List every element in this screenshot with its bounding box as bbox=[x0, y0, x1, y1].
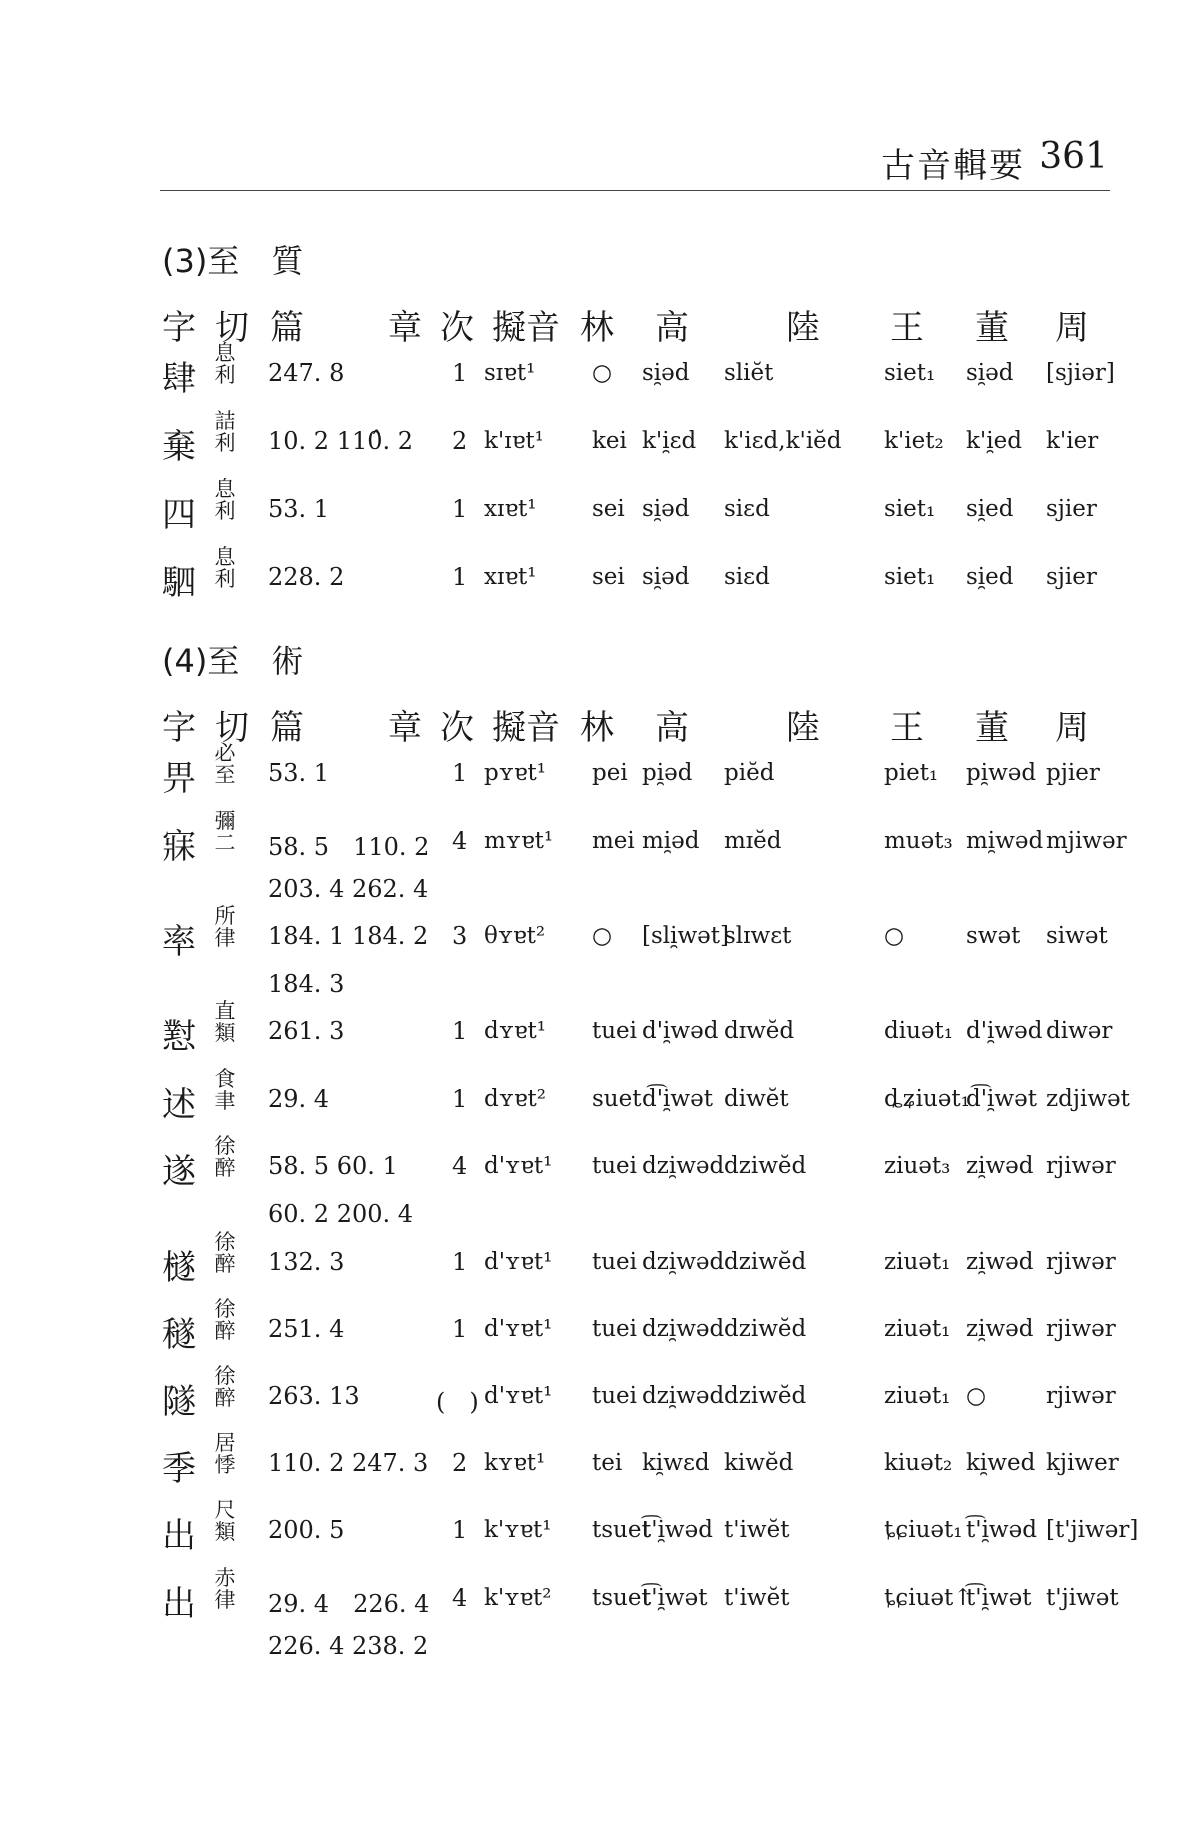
reconstruction-wang: ○ bbox=[884, 923, 905, 949]
column-header: 章 bbox=[388, 308, 422, 348]
head-character: 畀 bbox=[162, 759, 196, 799]
reconstruction-zhou: rjiwər bbox=[1046, 1249, 1116, 1275]
reconstruction-zhou: kjiwer bbox=[1046, 1450, 1119, 1476]
fanqie-lower: 利 bbox=[214, 499, 236, 523]
reconstruction-proposed: sɪɐt¹ bbox=[484, 360, 536, 386]
reconstruction-lin: sei bbox=[592, 496, 625, 522]
head-character: 寐 bbox=[162, 827, 196, 867]
fanqie-upper: 息 bbox=[214, 341, 236, 365]
pian-reference: 247. 8 bbox=[268, 359, 345, 387]
reconstruction-zhou: t'jiwət bbox=[1046, 1585, 1119, 1611]
ci-count: 1 bbox=[452, 563, 468, 591]
reconstruction-lin: tuei bbox=[592, 1383, 638, 1409]
ci-count: 1 bbox=[452, 495, 468, 523]
reconstruction-zhou: sjier bbox=[1046, 564, 1097, 590]
column-header: 篇 bbox=[270, 708, 304, 748]
section-number: (4) bbox=[162, 642, 208, 680]
reconstruction-zhou: [t'jiwər] bbox=[1046, 1517, 1139, 1543]
reconstruction-gao: ki̯wɛd bbox=[642, 1450, 710, 1476]
reconstruction-dong: zi̯wəd bbox=[966, 1316, 1034, 1342]
pian-reference: 10. 2 110̂. 2 bbox=[268, 427, 414, 455]
reconstruction-proposed: d'ʏɐt¹ bbox=[484, 1153, 553, 1179]
pian-reference: 228. 2 bbox=[268, 563, 345, 591]
column-header: 次 bbox=[440, 708, 474, 748]
reconstruction-gao: dzi̯wəd bbox=[642, 1153, 725, 1179]
reconstruction-lu: k'iɛd,k'iĕd bbox=[724, 428, 842, 454]
reconstruction-proposed: pʏɐt¹ bbox=[484, 760, 546, 786]
reconstruction-lin: tuei bbox=[592, 1018, 638, 1044]
head-character: 出 bbox=[162, 1516, 196, 1556]
fanqie-upper: 徐 bbox=[214, 1230, 236, 1254]
head-character: 肆 bbox=[162, 359, 196, 399]
reconstruction-proposed: θʏɐt² bbox=[484, 923, 546, 949]
column-header: 周 bbox=[1055, 308, 1089, 348]
column-header: 篇 bbox=[270, 308, 304, 348]
reconstruction-dong: si̯əd bbox=[966, 360, 1014, 386]
head-character: 季 bbox=[162, 1449, 196, 1489]
reconstruction-dong: zi̯wəd bbox=[966, 1153, 1034, 1179]
fanqie-upper: 所 bbox=[214, 904, 236, 928]
fanqie-upper: 必 bbox=[214, 741, 236, 765]
reconstruction-lu: siɛd bbox=[724, 564, 770, 590]
ci-count: 4 bbox=[452, 827, 468, 855]
reconstruction-zhou: mjiwər bbox=[1046, 828, 1127, 854]
reconstruction-gao: mi̯əd bbox=[642, 828, 700, 854]
head-character: 隧 bbox=[162, 1382, 196, 1422]
reconstruction-proposed: dʏɐt¹ bbox=[484, 1018, 546, 1044]
column-header: 林 bbox=[580, 708, 614, 748]
reconstruction-zhou: rjiwər bbox=[1046, 1316, 1116, 1342]
fanqie-upper: 直 bbox=[214, 999, 236, 1023]
ci-count: 1 bbox=[452, 1017, 468, 1045]
fanqie-lower: 利 bbox=[214, 431, 236, 455]
column-header: 王 bbox=[890, 708, 924, 748]
reconstruction-dong: k'i̯ed bbox=[966, 428, 1022, 454]
reconstruction-wang: muət₃ bbox=[884, 828, 953, 854]
fanqie-upper: 食 bbox=[214, 1067, 236, 1091]
reconstruction-wang: kiuət₂ bbox=[884, 1450, 953, 1476]
column-header: 董 bbox=[975, 708, 1009, 748]
reconstruction-lu: dɪwĕd bbox=[724, 1018, 795, 1044]
reconstruction-lu: mɪĕd bbox=[724, 828, 782, 854]
reconstruction-lin: sei bbox=[592, 564, 625, 590]
column-header: 董 bbox=[975, 308, 1009, 348]
reconstruction-proposed: mʏɐt¹ bbox=[484, 828, 554, 854]
column-header: 擬音 bbox=[492, 308, 560, 348]
fanqie-lower: 醉 bbox=[214, 1252, 236, 1276]
fanqie-lower: 聿 bbox=[214, 1089, 236, 1113]
fanqie-lower: 利 bbox=[214, 363, 236, 387]
reconstruction-gao: dzi̯wəd bbox=[642, 1249, 725, 1275]
pian-reference: 132. 3 bbox=[268, 1248, 345, 1276]
pian-reference: 29. 4 bbox=[268, 1085, 330, 1113]
reconstruction-zhou: rjiwər bbox=[1046, 1153, 1116, 1179]
reconstruction-wang: ȡʑiuət₁ bbox=[884, 1086, 970, 1112]
section-number: (3) bbox=[162, 242, 208, 280]
reconstruction-lin: ○ bbox=[592, 360, 613, 386]
page-number: 361 bbox=[1039, 136, 1108, 177]
reconstruction-lu: t'iwĕt bbox=[724, 1585, 790, 1611]
head-character: 懟 bbox=[162, 1017, 196, 1057]
fanqie-upper: 息 bbox=[214, 545, 236, 569]
section-title bbox=[162, 236, 303, 282]
reconstruction-lu: t'iwĕt bbox=[724, 1517, 790, 1543]
reconstruction-wang: siet₁ bbox=[884, 360, 936, 386]
ci-count: 1 bbox=[452, 1516, 468, 1544]
column-header: 陸 bbox=[786, 708, 820, 748]
fanqie-lower: 律 bbox=[214, 1588, 236, 1612]
fanqie-upper: 徐 bbox=[214, 1364, 236, 1388]
column-header: 周 bbox=[1055, 708, 1089, 748]
fanqie-upper: 息 bbox=[214, 477, 236, 501]
reconstruction-lu: sliĕt bbox=[724, 360, 774, 386]
column-header: 高 bbox=[655, 708, 689, 748]
ci-count: 1 bbox=[452, 1248, 468, 1276]
ci-count: 1 bbox=[452, 1315, 468, 1343]
pian-reference: 110. 2 247. 3 bbox=[268, 1449, 429, 1477]
reconstruction-lu: piĕd bbox=[724, 760, 775, 786]
column-header: 高 bbox=[655, 308, 689, 348]
reconstruction-lin: tuei bbox=[592, 1153, 638, 1179]
reconstruction-proposed: d'ʏɐt¹ bbox=[484, 1316, 553, 1342]
reconstruction-lin: ○ bbox=[592, 923, 613, 949]
reconstruction-lin: tsuet bbox=[592, 1517, 651, 1543]
head-character: 棄 bbox=[162, 427, 196, 467]
fanqie-upper: 徐 bbox=[214, 1297, 236, 1321]
ci-count: 4 bbox=[452, 1584, 468, 1612]
pian-reference-continued: 184. 3 bbox=[268, 970, 345, 998]
pian-reference-continued: 60. 2 200. 4 bbox=[268, 1200, 414, 1228]
reconstruction-lin: mei bbox=[592, 828, 635, 854]
reconstruction-lu: dziwĕd bbox=[724, 1153, 807, 1179]
fanqie-upper: 尺 bbox=[214, 1498, 236, 1522]
reconstruction-wang: ziuət₁ bbox=[884, 1316, 951, 1342]
reconstruction-gao: si̯əd bbox=[642, 496, 690, 522]
reconstruction-gao: si̯əd bbox=[642, 360, 690, 386]
pian-reference: 58. 5 110. 2 bbox=[268, 833, 430, 861]
fanqie-lower: 醉 bbox=[214, 1319, 236, 1343]
reconstruction-zhou: diwər bbox=[1046, 1018, 1113, 1044]
reconstruction-wang: ȶɕiuət↑ bbox=[884, 1585, 973, 1611]
reconstruction-proposed: d'ʏɐt¹ bbox=[484, 1383, 553, 1409]
reconstruction-lu: slɪwɛt bbox=[724, 923, 792, 949]
pian-reference: 58. 5 60. 1 bbox=[268, 1152, 398, 1180]
head-character: 出 bbox=[162, 1584, 196, 1624]
fanqie-upper: 徐 bbox=[214, 1134, 236, 1158]
pian-reference: 53. 1 bbox=[268, 495, 330, 523]
reconstruction-proposed: xɪɐt¹ bbox=[484, 564, 537, 590]
pian-reference-continued: 226. 4 238. 2 bbox=[268, 1632, 429, 1660]
reconstruction-dong: ki̯wed bbox=[966, 1450, 1036, 1476]
reconstruction-dong: zi̯wəd bbox=[966, 1249, 1034, 1275]
reconstruction-dong: t͡'i̯wət bbox=[966, 1585, 1032, 1611]
reconstruction-gao: dzi̯wəd bbox=[642, 1383, 725, 1409]
head-character: 穟 bbox=[162, 1315, 196, 1355]
reconstruction-gao: pi̯əd bbox=[642, 760, 693, 786]
pian-reference: 29. 4 226. 4 bbox=[268, 1590, 430, 1618]
ci-count: 1 bbox=[452, 1085, 468, 1113]
reconstruction-zhou: siwət bbox=[1046, 923, 1108, 949]
fanqie-lower: 醉 bbox=[214, 1156, 236, 1180]
head-character: 駟 bbox=[162, 563, 196, 603]
fanqie-lower: 利 bbox=[214, 567, 236, 591]
header-rule bbox=[160, 190, 1110, 191]
head-character: 述 bbox=[162, 1085, 196, 1125]
reconstruction-wang: k'iet₂ bbox=[884, 428, 944, 454]
ci-count: 2 bbox=[452, 1449, 468, 1477]
reconstruction-dong: si̯ed bbox=[966, 564, 1014, 590]
reconstruction-lin: tei bbox=[592, 1450, 623, 1476]
reconstruction-lin: pei bbox=[592, 760, 628, 786]
fanqie-lower: 律 bbox=[214, 926, 236, 950]
reconstruction-zhou: zdjiwət bbox=[1046, 1086, 1130, 1112]
fanqie-upper: 赤 bbox=[214, 1566, 236, 1590]
reconstruction-lin: tsuet bbox=[592, 1585, 651, 1611]
reconstruction-proposed: xɪɐt¹ bbox=[484, 496, 537, 522]
section-title bbox=[162, 636, 303, 682]
reconstruction-lu: dziwĕd bbox=[724, 1383, 807, 1409]
reconstruction-lu: dziwĕd bbox=[724, 1249, 807, 1275]
reconstruction-gao: d'i̯wəd bbox=[642, 1018, 719, 1044]
reconstruction-gao: [sli̯wət] bbox=[642, 923, 730, 949]
ci-count: 2 bbox=[452, 427, 468, 455]
pian-reference: 251. 4 bbox=[268, 1315, 345, 1343]
column-header: 王 bbox=[890, 308, 924, 348]
reconstruction-dong: si̯ed bbox=[966, 496, 1014, 522]
reconstruction-wang: ziuət₁ bbox=[884, 1383, 951, 1409]
fanqie-lower: 二 bbox=[214, 831, 236, 855]
reconstruction-wang: ȶɕiuət₁ bbox=[884, 1517, 963, 1543]
reconstruction-wang: ziuət₁ bbox=[884, 1249, 951, 1275]
reconstruction-zhou: [sjiər] bbox=[1046, 360, 1115, 386]
reconstruction-wang: ziuət₃ bbox=[884, 1153, 951, 1179]
fanqie-upper: 居 bbox=[214, 1431, 236, 1455]
reconstruction-lin: kei bbox=[592, 428, 627, 454]
pian-reference: 261. 3 bbox=[268, 1017, 345, 1045]
pian-reference: 263. 13 bbox=[268, 1382, 360, 1410]
ci-count: 4 bbox=[452, 1152, 468, 1180]
reconstruction-zhou: sjier bbox=[1046, 496, 1097, 522]
reconstruction-dong: swət bbox=[966, 923, 1021, 949]
fanqie-lower: 至 bbox=[214, 763, 236, 787]
reconstruction-proposed: kʏɐt¹ bbox=[484, 1450, 546, 1476]
column-header: 字 bbox=[162, 708, 196, 748]
pian-reference: 184. 1 184. 2 bbox=[268, 922, 429, 950]
head-character: 檖 bbox=[162, 1248, 196, 1288]
reconstruction-zhou: rjiwər bbox=[1046, 1383, 1116, 1409]
reconstruction-gao: t͡'i̯wəd bbox=[642, 1517, 713, 1543]
column-header: 切 bbox=[215, 708, 249, 748]
reconstruction-gao: si̯əd bbox=[642, 564, 690, 590]
reconstruction-dong: pi̯wəd bbox=[966, 760, 1037, 786]
reconstruction-wang: siet₁ bbox=[884, 496, 936, 522]
reconstruction-zhou: pjier bbox=[1046, 760, 1100, 786]
section-rhyme-name: 至 術 bbox=[207, 642, 304, 680]
column-header: 字 bbox=[162, 308, 196, 348]
reconstruction-dong: d'i̯wəd bbox=[966, 1018, 1043, 1044]
reconstruction-lu: dziwĕd bbox=[724, 1316, 807, 1342]
reconstruction-gao: dzi̯wəd bbox=[642, 1316, 725, 1342]
fanqie-lower: 悸 bbox=[214, 1453, 236, 1477]
reconstruction-lu: diwĕt bbox=[724, 1086, 789, 1112]
reconstruction-lin: tuei bbox=[592, 1249, 638, 1275]
fanqie-upper: 彌 bbox=[214, 809, 236, 833]
column-header: 章 bbox=[388, 708, 422, 748]
column-header: 切 bbox=[215, 308, 249, 348]
fanqie-upper: 詰 bbox=[214, 409, 236, 433]
reconstruction-lin: tuei bbox=[592, 1316, 638, 1342]
reconstruction-proposed: k'ʏɐt² bbox=[484, 1585, 552, 1611]
column-header: 陸 bbox=[786, 308, 820, 348]
ci-count: 1 bbox=[452, 759, 468, 787]
fanqie-lower: 醉 bbox=[214, 1386, 236, 1410]
reconstruction-proposed: dʏɐt² bbox=[484, 1086, 546, 1112]
reconstruction-zhou: k'ier bbox=[1046, 428, 1099, 454]
column-header: 擬音 bbox=[492, 708, 560, 748]
reconstruction-wang: siet₁ bbox=[884, 564, 936, 590]
ci-count: 1 bbox=[452, 359, 468, 387]
column-header: 林 bbox=[580, 308, 614, 348]
ci-count: 3 bbox=[452, 922, 468, 950]
fanqie-lower: 類 bbox=[214, 1021, 236, 1045]
reconstruction-lu: siɛd bbox=[724, 496, 770, 522]
reconstruction-dong: d͡'i̯wət bbox=[966, 1086, 1037, 1112]
reconstruction-proposed: k'ɪɐt¹ bbox=[484, 428, 544, 454]
reconstruction-gao: d͡'i̯wət bbox=[642, 1086, 713, 1112]
section-rhyme-name: 至 質 bbox=[207, 242, 304, 280]
head-character: 率 bbox=[162, 922, 196, 962]
reconstruction-gao: k'i̯ɛd bbox=[642, 428, 697, 454]
pian-reference: 200. 5 bbox=[268, 1516, 345, 1544]
reconstruction-proposed: k'ʏɐt¹ bbox=[484, 1517, 552, 1543]
fanqie-lower: 類 bbox=[214, 1520, 236, 1544]
reconstruction-dong: ○ bbox=[966, 1383, 987, 1409]
pian-reference: 53. 1 bbox=[268, 759, 330, 787]
reconstruction-wang: diuət₁ bbox=[884, 1018, 953, 1044]
reconstruction-dong: t͡'i̯wəd bbox=[966, 1517, 1037, 1543]
reconstruction-wang: piet₁ bbox=[884, 760, 939, 786]
head-character: 遂 bbox=[162, 1152, 196, 1192]
ci-count: ( ) bbox=[436, 1388, 479, 1416]
head-character: 四 bbox=[162, 495, 196, 535]
running-head-title: 古音輯要 bbox=[881, 146, 1025, 186]
reconstruction-dong: mi̯wəd bbox=[966, 828, 1044, 854]
column-header: 次 bbox=[440, 308, 474, 348]
reconstruction-proposed: d'ʏɐt¹ bbox=[484, 1249, 553, 1275]
reconstruction-gao: t͡'i̯wət bbox=[642, 1585, 708, 1611]
reconstruction-lin: suet bbox=[592, 1086, 642, 1112]
reconstruction-lu: kiwĕd bbox=[724, 1450, 794, 1476]
pian-reference-continued: 203. 4 262. 4 bbox=[268, 875, 429, 903]
